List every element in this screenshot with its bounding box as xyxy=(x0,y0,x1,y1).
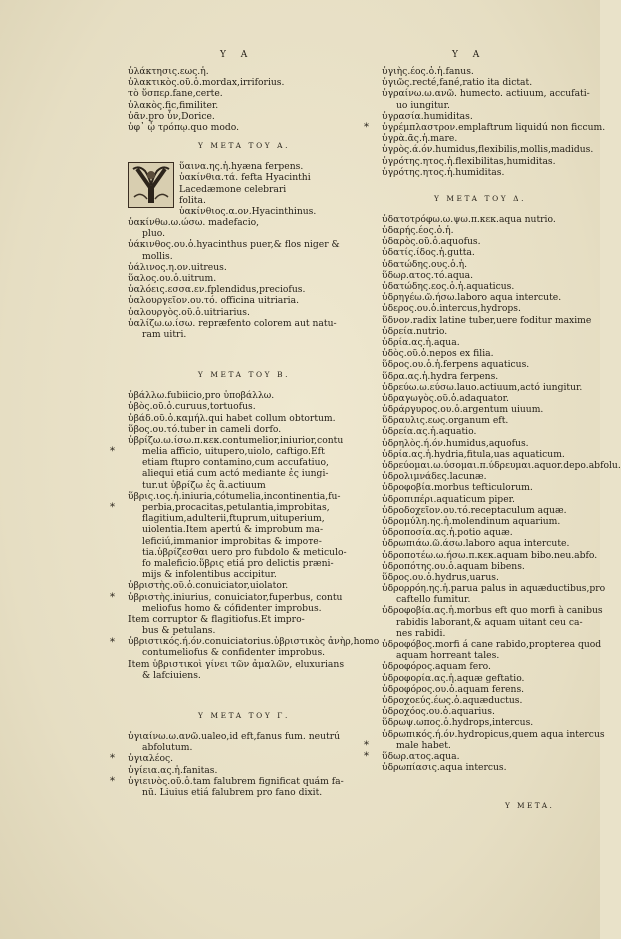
entry-line: ὑᾶν.pro ὗν,Dorice. xyxy=(128,110,215,122)
right-y-d-entries xyxy=(364,213,621,774)
entry-line: etiam ftupro contamino,cum accufatiuo, xyxy=(142,457,329,469)
section-heading-y-g: Y META TOY Γ. xyxy=(198,711,290,720)
entry-line: ὑγρέμπλαστρον.emplaftrum liquidú non ficcum. xyxy=(382,121,606,133)
entry-line: ὑδροφόβος.morfi á cane rabido,propterea quod xyxy=(382,639,602,650)
entry-line: ὑδροφόρος.ου.ὁ.aquam ferens. xyxy=(382,683,525,695)
entry-line: mijs & infolentibus accipitur. xyxy=(142,569,277,581)
entry-line: ὑδερος.ου.ὁ.intercus,hydrops. xyxy=(382,303,521,315)
entry-line: ὑγιὴς.έος.ὁ.ἡ.fanus. xyxy=(382,66,474,77)
marginal-star-icon: * xyxy=(364,751,369,763)
entry-line: nes rabidi. xyxy=(396,627,446,639)
left-y-g-entries xyxy=(110,731,360,798)
entry-line: ὑγιῶς.recté,fané,ratio ita dictat. xyxy=(382,77,533,89)
entry-line: tia.ὑβρίζεσθαι uero pro fubdolo & meticulo- xyxy=(142,546,347,558)
marginal-star-icon: * xyxy=(110,591,115,603)
left-top-entries xyxy=(128,66,360,133)
entry-line: ὑλάκτησις.εως.ἡ. xyxy=(128,66,209,77)
entry-line: ὕδρα.ας.ἡ.hydra ferpens. xyxy=(382,370,499,382)
entry-line: ὑβριστὴς.οῦ.ὁ.conuiciator,uiolator. xyxy=(128,580,289,592)
entry-line: ὑδατοτρόφω.ω.ψω.π.κεκ.aqua nutrio. xyxy=(382,213,556,225)
entry-line: ὑδροφορία.ας.ἡ.aquæ geftatio. xyxy=(382,672,525,684)
entry-line: ὕδραυλις.εως.organum eft. xyxy=(382,415,509,427)
entry-line: fo maleficio.ὕβρις etiá pro delictis præni- xyxy=(142,557,334,569)
entry-line: ὑλακὸς.fic,fimiliter. xyxy=(128,99,219,111)
entry-line: ὑγιαλέος. xyxy=(128,753,174,765)
entry-line: ὕαινα.ης.ἡ.hyæna ferpens. xyxy=(179,161,304,173)
entry-line: ὕδωρ.ατος.τό.aqua. xyxy=(382,269,474,281)
entry-line: ὑαλουργεῖον.ου.τό. officina uitriaria. xyxy=(128,295,299,307)
entry-line: ὑδρορρόη.ης.ἡ.parua palus in aquæductibus,pro xyxy=(382,583,606,595)
entry-line: ὑβριστικός.ή.όν.conuiciatorius.ὑβριστικὸς ἀνὴρ,homo xyxy=(128,636,380,648)
entry-line: ὑδροφόρος.aquam fero. xyxy=(382,661,491,673)
entry-line: ὑγιεινὸς.οῦ.ὁ.tam falubrem fignificat quám fa- xyxy=(128,775,344,787)
entry-line: flagitium,adulterii,ftuprum,uituperium, xyxy=(142,513,325,525)
entry-line: uiolentia.Item apertú & improbum ma- xyxy=(142,524,324,536)
entry-line: ὑβάδ.οῦ.ὁ.καμήλ.qui habet collum obtortum. xyxy=(128,412,336,424)
entry-line: leficiú,immanior improbitas & impoте- xyxy=(142,535,322,547)
entry-line: ὑγραίνω.ω.ανῶ. humecto. actiuum, accufati- xyxy=(382,88,590,100)
entry-line: ὑακίνθια.τά. fefta Hyacinthi xyxy=(179,172,311,184)
entry-line: ὑδροχόος.ου.ὁ.aquarius. xyxy=(382,706,495,718)
marginal-star-icon: * xyxy=(110,502,115,514)
entry-line: ὑδροδοχεῖον.ου.τό.receptaculum aquæ. xyxy=(382,504,567,516)
entry-line: ὑδαρής.έος.ὁ.ἡ. xyxy=(382,225,454,237)
entry-line: ὑάκινθος.ου.ὁ.hyacinthus puer,& flos niger & xyxy=(128,239,340,251)
entry-line: nū. Liuius etiá falubrem pro fano dixit. xyxy=(142,786,323,798)
entry-line: ὑβριστὴς.iniurius, conuiciator,fuperbus, contu xyxy=(128,591,343,603)
marginal-star-icon: * xyxy=(110,446,115,458)
entry-line: abfolutum. xyxy=(142,742,193,754)
initial-block xyxy=(128,161,360,239)
entry-line: ὑδρολιμνάδες.lacunæ. xyxy=(382,471,487,483)
entry-line: ὑφ᾽ ᾧ τρόπῳ.quo modo. xyxy=(128,121,240,133)
marginal-star-icon: * xyxy=(364,740,369,752)
left-y-a-entries xyxy=(128,239,360,340)
section-heading-y-d: Y META TOY Δ. xyxy=(433,193,527,203)
entry-line: ὑβὸς.οῦ.ὁ.curuus,tortuofus. xyxy=(128,401,256,413)
entry-line: ὑάλινος.η.ον.uitreus. xyxy=(128,261,227,273)
entry-line: ὑδροποτέω.ω.ήσω.π.κεκ.aquam bibo.neu.abfo. xyxy=(382,549,598,561)
entry-line: ὑγίεια.ας.ἡ.fanitas. xyxy=(128,764,218,776)
entry-line: ὑβρίζω.ω.ίσω.π.κεκ.contumelior,iniurior,contu xyxy=(128,434,344,446)
entry-line: ὑδὸς.οῦ.ὁ.nepos ex filia. xyxy=(382,348,494,360)
entry-line: ὕδωρ.ατος.aqua. xyxy=(382,750,460,762)
entry-line: ὕδρος.ου.ὁ.hydrus,uarus. xyxy=(382,571,499,583)
entry-line: melia afficio, uitupero,uiolo, caftigo.Eft xyxy=(142,446,325,458)
entry-line: ὑδροχοεύς.έως.ὁ.aquæductus. xyxy=(382,694,523,706)
marginal-star-icon: * xyxy=(110,636,115,648)
entry-line: ὑδρωπιάω.ῶ.άσω.laboro aqua intercute. xyxy=(382,538,570,550)
entry-line: ὕδρωψ.ωπος.ὁ.hydrops,intercus. xyxy=(382,717,534,729)
entry-line: ὑδατίς.ίδος.ἡ.gutta. xyxy=(382,247,475,259)
entry-line: bus & petulans. xyxy=(142,625,216,637)
entry-line: ὑδροπότης.ου.ὁ.aquam bibens. xyxy=(382,560,525,572)
entry-line: Item corruptor & flagitiofus.Et impro- xyxy=(128,613,305,625)
entry-line: aquam horreant tales. xyxy=(396,650,500,662)
initial-entries xyxy=(128,161,360,239)
entry-line: contumeliofus & confidenter improbus. xyxy=(142,647,326,659)
entry-line: mollis. xyxy=(142,250,173,262)
entry-line: ὑδροπιπέρι.aquaticum piper. xyxy=(382,493,515,505)
entry-line: ὑδρία.ας.ἡ.aqua. xyxy=(382,336,460,348)
entry-line: ὑδρηλὸς.ή.όν.humidus,aquofus. xyxy=(382,437,529,449)
entry-line: rabidis laborant,& aquam uitant ceu ca- xyxy=(396,616,583,628)
entry-line: τὸ ὕσπερ.fane,certe. xyxy=(128,88,223,100)
entry-line: caftello fumitur. xyxy=(396,594,471,606)
entry-line: ὕδρος.ου.ὁ.ἡ.ferpens aquaticus. xyxy=(382,359,530,371)
running-head-right: Y A xyxy=(452,50,486,60)
running-head-left: Y A xyxy=(220,50,254,60)
section-heading-y-a: Y META TOY A. xyxy=(197,141,291,151)
right-column xyxy=(364,66,621,774)
entry-line: Item ὑβριστικοὶ γίνει τῶν ἀμαλῶν, eluxurians xyxy=(128,658,345,670)
entry-line: uo iungitur. xyxy=(396,99,450,111)
entry-line: ὑαλίζω.ω.ίσω. repræfento colorem aut natu- xyxy=(128,317,337,329)
entry-line: ὑγρὸς.ά.όν.humidus,flexibilis,mollis,madidus. xyxy=(382,144,594,156)
entry-line: ὕαλος.ου.ὁ.uitrum. xyxy=(128,273,217,284)
entry-line: ὑδράργυρος.ου.ὁ.argentum uiuum. xyxy=(382,404,544,416)
entry-line: Lacedæmone celebrari xyxy=(179,183,287,195)
entry-line: ὑδατώδης.ους.ὁ.ἡ. xyxy=(382,258,468,270)
entry-line: ὑδρεύω.ω.εύσω.lauo.actiuum,actó iungitur. xyxy=(382,381,583,393)
entry-line: ὑακίνθιος.α.ον.Hyacinthinus. xyxy=(179,205,317,217)
entry-line: ὑγρὰ.ᾶς.ἡ.mare. xyxy=(382,133,458,145)
entry-line: ὑδρωπίασις.aqua intercus. xyxy=(382,762,507,774)
entry-line: tur.ut ὑβρίζω ἐς ἃ.actiuum xyxy=(142,479,266,491)
entry-line: ὑδροποσία.ας.ἡ.potio aquæ. xyxy=(382,527,513,539)
entry-line: ὑδρηγέω.ῶ.ήσω.laboro aqua intercute. xyxy=(382,292,562,304)
entry-line: ὑδρεία.ας.ἡ.aquatio. xyxy=(382,426,477,438)
entry-line: ὑβάλλω.fubiicio,pro ὑποβάλλω. xyxy=(128,390,275,402)
entry-line: ὑαλουργὸς.οῦ.ὁ.uitriarius. xyxy=(128,306,250,318)
entry-line: perbia,procacitas,petulantia,improbitas, xyxy=(142,502,330,513)
marginal-star-icon: * xyxy=(110,775,115,787)
entry-line: & lafciuiens. xyxy=(142,669,201,681)
left-column xyxy=(110,66,380,798)
entry-line: ὑδρεία.nutrio. xyxy=(382,325,448,337)
entry-line: ὑαλόεις.εσσα.εν.fplendidus,preciofus. xyxy=(128,284,306,296)
entry-line: aliequi etiá cum actó mediante ἐς iungi- xyxy=(142,468,329,480)
entry-line: ὑγρότης.ητος.ἡ.flexibilitas,humiditas. xyxy=(382,155,556,167)
entry-line: ὑγρασία.humiditas. xyxy=(382,110,473,122)
entry-line: ὑδρεύομαι.ω.ύσομαι.π.ύδρευμαι.aquor.depo.abfolu. xyxy=(382,460,621,471)
entry-line: ὕβος.ου.τό.tuber in cameli dorfo. xyxy=(128,423,282,435)
entry-line: ὑδρομύλη.ης.ἡ.molendinum aquarium. xyxy=(382,515,561,527)
entry-line: folita. xyxy=(179,194,206,206)
entry-line: ὑδραγωγὸς.οῦ.ὁ.adaquator. xyxy=(382,392,509,404)
entry-line: pluo. xyxy=(142,228,166,240)
entry-line: ὑδρωπικός.ή.όν.hydropicus,quem aqua intercus xyxy=(382,728,605,740)
entry-line: ὑδροφοβία.ας.ἡ.morbus eft quo morfi à canibus xyxy=(382,605,603,617)
left-y-b-entries xyxy=(110,390,380,681)
entry-line: ὑδροφοβία.morbus tefticulorum. xyxy=(382,482,533,494)
right-top-entries xyxy=(364,66,606,178)
entry-line: ὑδατώδης.εος.ὁ.ἡ.aquaticus. xyxy=(382,281,515,292)
section-heading-y-b: Y META TOY B. xyxy=(197,370,291,380)
entry-line: ὕδνον.radix latine tuber,uere foditur maxime xyxy=(382,314,592,326)
entry-line: ὑλακτικὸς.οῦ.ὁ.mordax,irriforius. xyxy=(128,77,285,89)
entry-line: meliofus homo & cófidenter improbus. xyxy=(142,602,322,614)
catchword: Y META. xyxy=(505,801,555,810)
entry-line: ὑδαρὸς.οῦ.ὁ.aquofus. xyxy=(382,236,481,248)
entry-line: ὑγιαίνω.ω.ανῶ.ualeo,id eft,fanus fum. neutrú xyxy=(128,731,340,742)
entry-line: ὑγρότης.ητος.ἡ.humiditas. xyxy=(382,166,505,178)
marginal-star-icon: * xyxy=(364,122,369,133)
entry-line: male habet. xyxy=(396,739,451,751)
entry-line: ram uitri. xyxy=(142,328,187,340)
entry-line: ὕβρις.ιος.ἡ.iniuria,cótumelia,incontinentia,fu- xyxy=(128,490,341,502)
entry-line: ὑδρία.ας.ἡ.hydria,fitula,uas aquaticum. xyxy=(382,448,565,460)
marginal-star-icon: * xyxy=(110,753,115,765)
entry-line: ὑακίνθω.ω.ώσω. madefacio, xyxy=(128,217,260,229)
